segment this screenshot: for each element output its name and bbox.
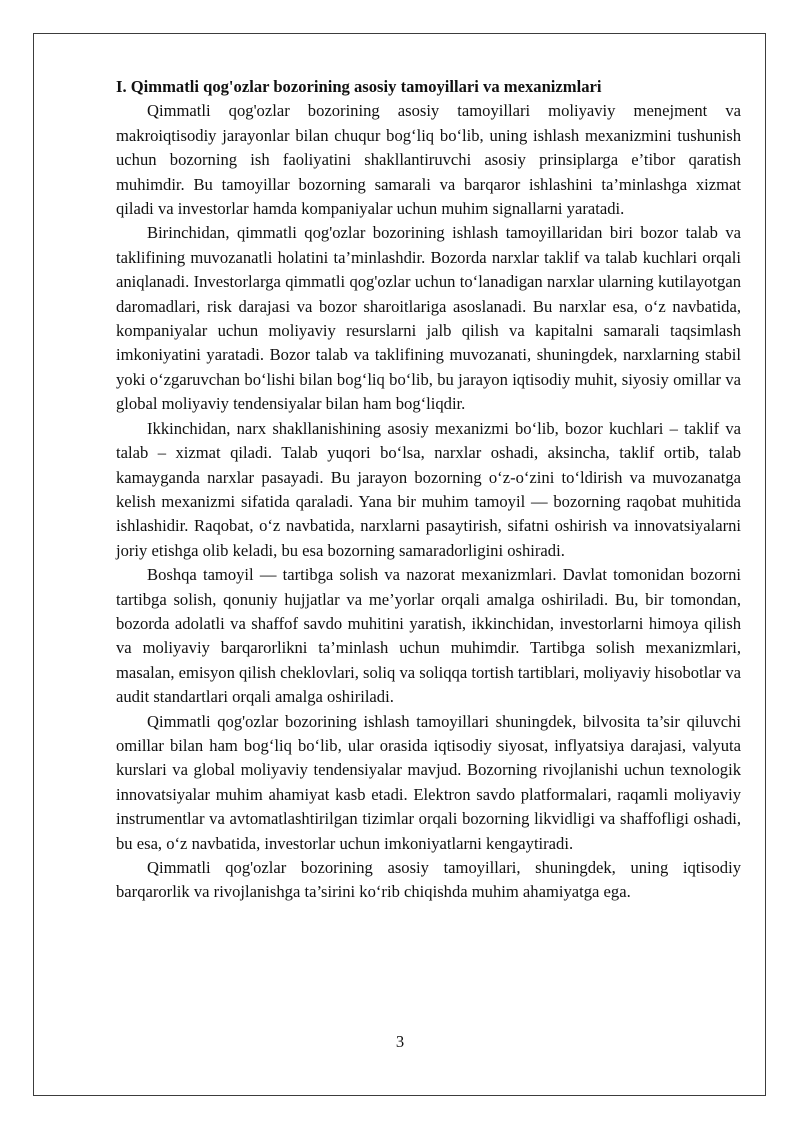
paragraph-6: Qimmatli qog'ozlar bozorining asosiy tamoyillari, shuningdek, uning iqtisodiy barqarorlik va rivojlanishga ta’sirini ko‘rib chiqishda muhim ahamiyatga ega. <box>116 858 741 902</box>
page-number: 3 <box>395 1032 405 1051</box>
document-body <box>116 75 741 905</box>
paragraph-5: Qimmatli qog'ozlar bozorining ishlash tamoyillari shuningdek, bilvosita ta’sir qiluvchi omillar bilan ham bog‘liq bo‘lib, ular orasida iqtisodiy siyosat, inflyatsiya darajasi, valyuta kurslari va global moliyaviy tendensiyalar mavjud. Bozorning rivojlanishi uchun texnologik innovatsiyalar muhim ahamiyat kasb etadi. Elektron savdo platformalari, raqamli moliyaviy instrumentlar va avtomatlashtirilgan tizimlar orqali bozorning likvidligi va shaffofligi oshadi, bu esa, o‘z navbatida, investorlar uchun imkoniyatlarni kengaytiradi. <box>116 711 741 853</box>
paragraph-1: Qimmatli qog'ozlar bozorining asosiy tamoyillari moliyaviy menejment va makroiqtisodiy jarayonlar bilan chuqur bog‘liq bo‘lib, uning ishlash mexanizmini tushunish uchun bozorning ish faoliyatini shakllantiruvchi asosiy prinsiplarga e’tibor qaratish muhimdir. Bu tamoyillar bozorning samarali va barqaror ishlashini ta’minlashga xizmat qiladi va investorlar hamda kompaniyalar uchun muhim signallarni yaratadi. <box>116 101 741 219</box>
paragraph-3: Ikkinchidan, narx shakllanishining asosiy mexanizmi bo‘lib, bozor kuchlari – taklif va talab – xizmat qiladi. Talab yuqori bo‘lsa, narxlar oshadi, aksincha, taklif ortib, talab kamayganda narxlar pasayadi. Bu jarayon bozorning o‘z-o‘zini to‘ldirish va muvozanatga kelish mexanizmi sifatida qaraladi. Yana bir muhim tamoyil — bozorning raqobat muhitida ishlashidir. Raqobat, o‘z navbatida, narxlarni pasaytirish, sifatni oshirish va innovatsiyalarni joriy etishga olib keladi, bu esa bozorning samaradorligini oshiradi. <box>116 418 741 560</box>
section-heading: I. Qimmatli qog'ozlar bozorining asosiy tamoyillari va mexanizmlari <box>116 77 602 96</box>
paragraph-2: Birinchidan, qimmatli qog'ozlar bozorining ishlash tamoyillaridan biri bozor talab va taklifining muvozanatli holatini ta’minlashdir. Bozorda narxlar taklif va talab kuchlari orqali aniqlanadi. Investorlarga qimmatli qog'ozlar uchun to‘lanadigan narxlar ularning kutilayotgan daromadlari, risk darajasi va bozor sharoitlariga asoslanadi. Bu narxlar esa, o‘z navbatida, kompaniyalar uchun moliyaviy resurslarni jalb qilish va kapitalni samarali taqsimlash imkoniyatini yaratadi. Bozor talab va taklifining muvozanati, shuningdek, narxlarning stabil yoki o‘zgaruvchan bo‘lishi bilan bog‘liq bo‘lib, bu jarayon iqtisodiy muhit, siyosiy omillar va global moliyaviy tendensiyalar bilan ham bog‘liqdir. <box>116 223 741 414</box>
paragraph-4: Boshqa tamoyil — tartibga solish va nazorat mexanizmlari. Davlat tomonidan bozorni tartibga solish, qonuniy hujjatlar va me’yorlar orqali amalga oshiriladi. Bu, bir tomondan, bozorda adolatli va shaffof savdo muhitini yaratish, ikkinchidan, investorlarni himoya qilish va moliyaviy barqarorlikni ta’minlash uchun muhimdir. Tartibga solish mexanizmlari, masalan, emisyon qilish cheklovlari, soliq va soliqqa tortish tartiblari, moliyaviy hisobotlar va audit standartlari orqali amalga oshiriladi. <box>116 565 741 707</box>
